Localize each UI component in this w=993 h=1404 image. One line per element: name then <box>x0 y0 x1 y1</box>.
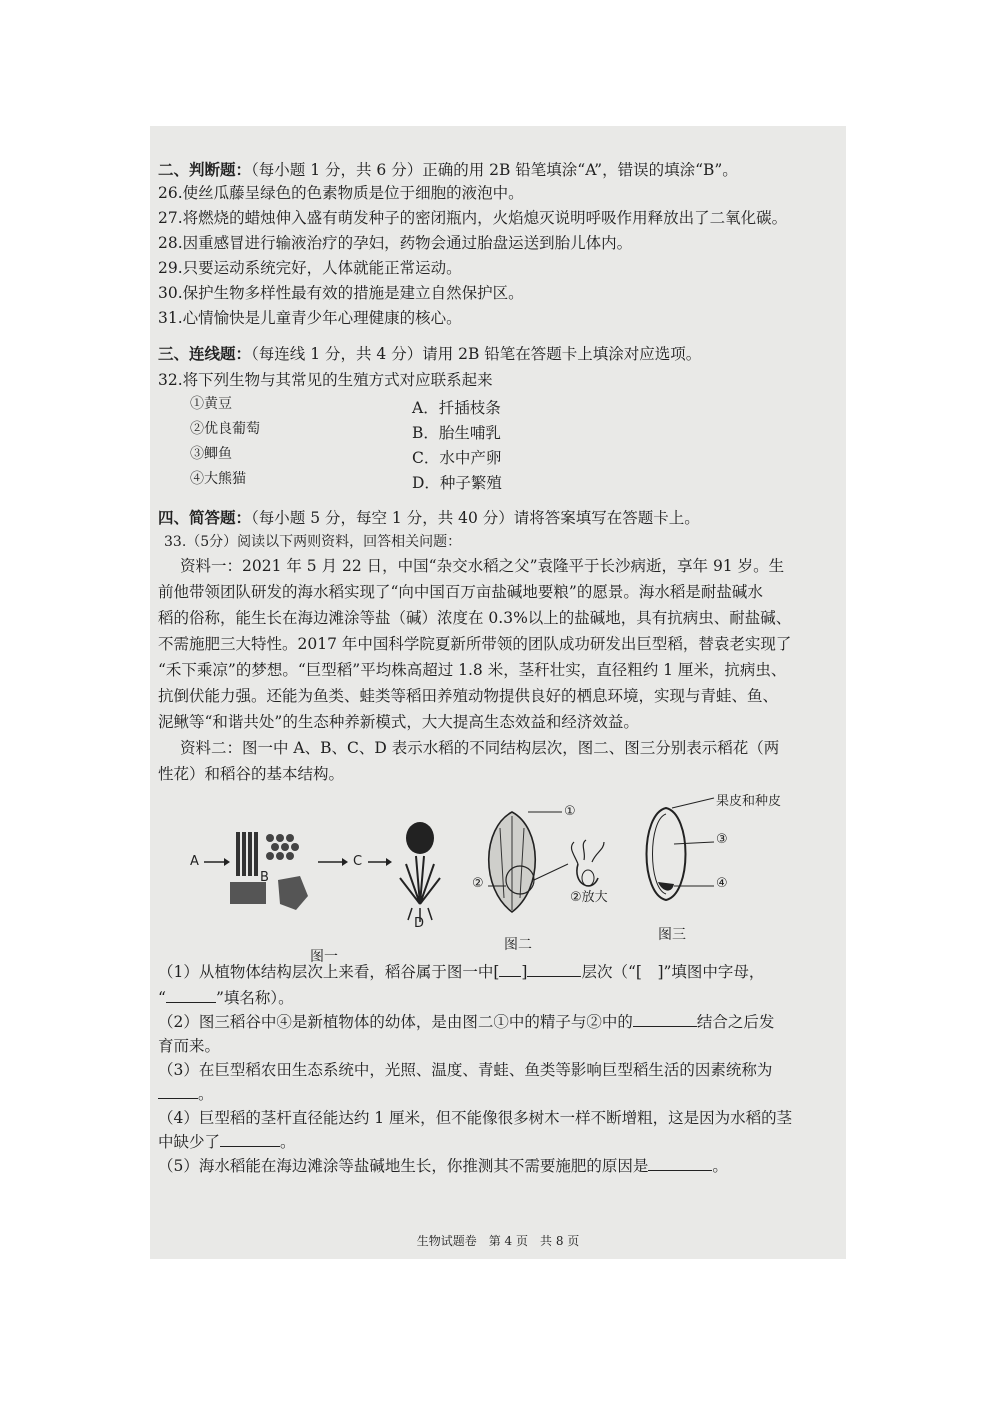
section-3-header <box>158 344 701 364</box>
fig2-label-1: ① <box>564 804 576 819</box>
material-1-line-6: 抗倒伏能力强。还能为鱼类、蛙类等稻田养殖动物提供良好的栖息环境，实现与青蛙、鱼、 <box>158 687 779 705</box>
answer-blank-2[interactable] <box>633 1012 697 1027</box>
subquestion-1-cont <box>158 988 294 1008</box>
subquestion-4-cont <box>158 1132 296 1152</box>
subquestion-1 <box>158 962 764 982</box>
cell-a-icon <box>236 832 258 876</box>
rice-flower-icon <box>489 812 536 912</box>
fig3-label-3: ③ <box>716 832 728 847</box>
subquestion-2-cont: 育而来。 <box>158 1037 221 1055</box>
fig1-label-a: A <box>190 854 199 869</box>
subquestion-1-text-d: “ <box>158 989 166 1007</box>
question-31: 31.心情愉快是儿童青少年心理健康的核心。 <box>158 309 462 327</box>
question-27: 27.将燃烧的蜡烛伸入盛有萌发种子的密闭瓶内，火焰熄灭说明呼吸作用释放出了二氧化碳。 <box>158 209 788 227</box>
section-2-header <box>158 160 738 180</box>
answer-blank-3[interactable] <box>158 1084 198 1099</box>
subquestion-2 <box>158 1012 774 1032</box>
figure-3-caption: 图三 <box>658 927 686 943</box>
exam-page <box>150 126 846 1259</box>
figure-3-diagram <box>630 794 730 914</box>
subquestion-5-text-b: 。 <box>712 1157 728 1175</box>
question-28: 28.因重感冒进行输液治疗的孕妇，药物会通过胎盘运送到胎儿体内。 <box>158 234 633 252</box>
match-left-1: ①黄豆 <box>190 396 232 412</box>
arrow-a-to-b <box>204 858 230 866</box>
material-1-line-2: 前他带领团队研发的海水稻实现了“向中国百万亩盐碱地要粮”的愿景。海水稻是耐盐碱水 <box>158 583 763 601</box>
fig1-label-c: C <box>353 854 363 869</box>
answer-blank-1a[interactable] <box>499 962 521 977</box>
question-30: 30.保护生物多样性最有效的措施是建立自然保护区。 <box>158 284 524 302</box>
answer-blank-4[interactable] <box>220 1132 280 1147</box>
section-2-rule: （每小题 1 分，共 6 分）正确的用 2B 铅笔填涂“A”，错误的填涂“B”。 <box>251 161 738 179</box>
figure-2-diagram <box>468 798 628 938</box>
question-32: 32.将下列生物与其常见的生殖方式对应联系起来 <box>158 371 493 389</box>
answer-blank-1b[interactable] <box>527 962 581 977</box>
answer-blank-5[interactable] <box>648 1156 712 1171</box>
subquestion-3-cont <box>158 1084 214 1104</box>
subquestion-3-text-b: 。 <box>198 1085 214 1103</box>
fig2-label-2: ② <box>472 876 484 891</box>
fig1-label-b: B <box>260 870 269 885</box>
match-right-b: B．胎生哺乳 <box>412 424 501 442</box>
subquestion-4: （4）巨型稻的茎杆直径能达约 1 厘米，但不能像很多树木一样不断增粗，这是因为水稻的茎 <box>158 1109 793 1127</box>
material-1-line-1: 资料一：2021 年 5 月 22 日，中国“杂交水稻之父”袁隆平于长沙病逝，享年 91 岁。生 <box>180 557 785 575</box>
match-left-2: ②优良葡萄 <box>190 421 260 437</box>
section-4-header <box>158 508 700 528</box>
subquestion-1-text-e: ”填名称）。 <box>215 989 294 1007</box>
question-33: 33.（5分）阅读以下两则资料，回答相关问题： <box>164 534 462 550</box>
subquestion-3: （3）在巨型稻农田生态系统中，光照、温度、青蛙、鱼类等影响巨型稻生活的因素统称为 <box>158 1061 773 1079</box>
arrow-c-to-d <box>368 858 392 866</box>
question-26: 26.使丝瓜藤呈绿色的色素物质是位于细胞的液泡中。 <box>158 184 524 202</box>
pistil-zoom-icon <box>571 840 604 886</box>
fig3-label-4: ④ <box>716 876 728 891</box>
match-right-a: A．扦插枝条 <box>412 399 501 417</box>
figure-2-caption: 图二 <box>504 937 532 953</box>
subquestion-5 <box>158 1156 728 1176</box>
material-1-line-7: 泥鳅等“和谐共处”的生态种养新模式，大大提高生态效益和经济效益。 <box>158 713 639 731</box>
subquestion-1-text-a: （1）从植物体结构层次上来看，稻谷属于图一中[ <box>158 963 500 981</box>
subquestion-1-text-c: 层次（“[ ]”填图中字母， <box>581 963 765 981</box>
match-right-d: D．种子繁殖 <box>412 474 502 492</box>
section-2-title: 二、判断题： <box>158 160 252 179</box>
question-29: 29.只要运动系统完好，人体就能正常运动。 <box>158 259 462 277</box>
rice-plant-icon <box>400 822 440 922</box>
subquestion-4-text-c: 。 <box>280 1133 296 1151</box>
match-left-4: ④大熊猫 <box>190 471 246 487</box>
material-2-line-2: 性花）和稻谷的基本结构。 <box>158 765 345 783</box>
material-1-line-5: “禾下乘凉”的梦想。“巨型稻”平均株高超过 1.8 米，茎秆壮实，直径粗约 1 厘米，抗病虫、 <box>158 661 787 679</box>
page-footer: 生物试题卷 第 4 页 共 8 页 <box>416 1234 580 1248</box>
answer-blank-1c[interactable] <box>166 988 216 1003</box>
subquestion-5-text-a: （5）海水稻能在海边滩涂等盐碱地生长，你推测其不需要施肥的原因是 <box>158 1157 649 1175</box>
figure-1-diagram <box>190 816 450 936</box>
section-3-rule: （每连线 1 分，共 4 分）请用 2B 铅笔在答题卡上填涂对应选项。 <box>251 345 702 363</box>
material-1-line-4: 不需施肥三大特性。2017 年中国科学院夏新所带领的团队成功研发出巨型稻，替袁老实现了 <box>158 635 792 653</box>
fig1-label-d: D <box>414 916 425 931</box>
fig3-label-skin: 果皮和种皮 <box>716 794 782 809</box>
subquestion-4-text-b: 中缺少了 <box>158 1133 221 1151</box>
section-4-rule: （每小题 5 分，每空 1 分，共 40 分）请将答案填写在答题卡上。 <box>251 509 700 527</box>
section-4-title: 四、简答题： <box>158 508 252 527</box>
section-3-title: 三、连线题： <box>158 344 252 363</box>
tissue-b-icon <box>230 834 308 910</box>
subquestion-1-text-b: ] <box>521 963 528 981</box>
material-2-line-1: 资料二：图一中 A、B、C、D 表示水稻的不同结构层次，图二、图三分别表示稻花（两 <box>180 739 780 757</box>
subquestion-2-text-b: 结合之后发 <box>696 1013 775 1031</box>
match-left-3: ③鲫鱼 <box>190 446 232 462</box>
material-1-line-3: 稻的俗称，能生长在海边滩涂等盐（碱）浓度在 0.3%以上的盐碱地，具有抗病虫、耐盐碱、 <box>158 609 792 627</box>
subquestion-2-text-a: （2）图三稻谷中④是新植物体的幼体，是由图二①中的精子与②中的 <box>158 1013 633 1031</box>
arrow-b-to-c <box>318 858 348 866</box>
figure-1-caption: 图一 <box>310 949 338 965</box>
match-right-c: C．水中产卵 <box>412 449 502 467</box>
fig2-label-zoom: ②放大 <box>570 890 608 905</box>
